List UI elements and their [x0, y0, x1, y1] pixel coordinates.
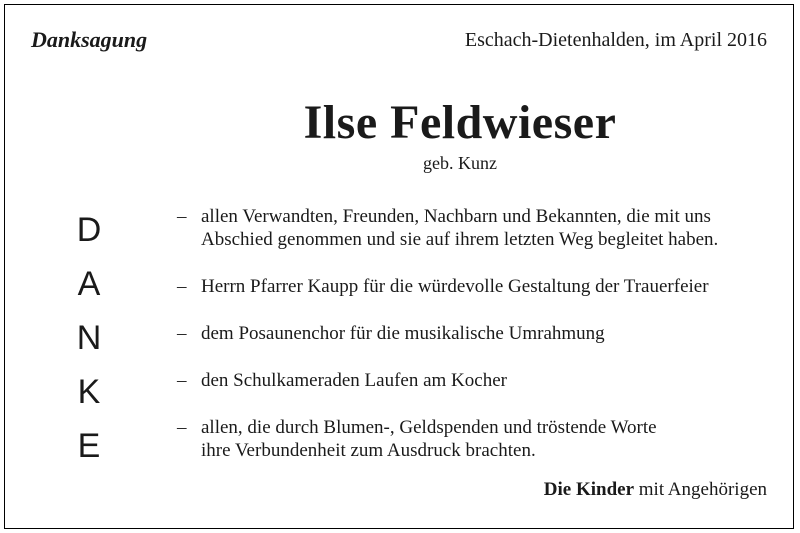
danke-letter: A — [77, 265, 101, 303]
dash-bullet: – — [177, 206, 187, 227]
signature-rest: mit Angehörigen — [634, 479, 767, 500]
thanks-item-classmates — [177, 369, 777, 392]
thanks-line: allen, die durch Blumen-, Geldspenden und tröstende Worte — [201, 417, 657, 438]
thanks-line: allen Verwandten, Freunden, Nachbarn und Bekannten, die mit uns — [201, 206, 711, 227]
thanks-item-brass-choir — [177, 322, 777, 345]
danke-letter: E — [77, 427, 101, 465]
thanks-item-pastor — [177, 275, 777, 298]
place-date: Eschach-Dietenhalden, im April 2016 — [464, 29, 767, 51]
signature — [544, 479, 767, 501]
danke-letter: N — [76, 319, 102, 357]
deceased-name: Ilse Feldwieser — [303, 96, 617, 149]
danke-letter: D — [76, 211, 102, 249]
thanks-line: ihre Verbundenheit zum Ausdruck brachten. — [201, 440, 536, 461]
danke-letter: K — [77, 373, 101, 411]
thanks-item-donors — [177, 416, 777, 462]
obituary-card — [4, 4, 794, 529]
thanks-line: den Schulkameraden Laufen am Kocher — [201, 370, 507, 391]
dash-bullet: – — [177, 323, 187, 344]
dash-bullet: – — [177, 370, 187, 391]
dash-bullet: – — [177, 276, 187, 297]
danke-vertical-word — [69, 203, 109, 473]
thanks-item-relatives — [177, 205, 777, 251]
notice-heading: Danksagung — [31, 27, 148, 52]
thanks-line: Herrn Pfarrer Kaupp für die würdevolle Gestaltung der Trauerfeier — [201, 276, 709, 297]
birth-name: geb. Kunz — [423, 153, 497, 173]
thanks-line: Abschied genommen und sie auf ihrem letzten Weg begleitet haben. — [201, 229, 719, 250]
dash-bullet: – — [177, 417, 187, 438]
signature-bold: Die Kinder — [543, 479, 635, 500]
thanks-line: dem Posaunenchor für die musikalische Umrahmung — [201, 323, 605, 344]
thanks-list — [177, 205, 777, 462]
